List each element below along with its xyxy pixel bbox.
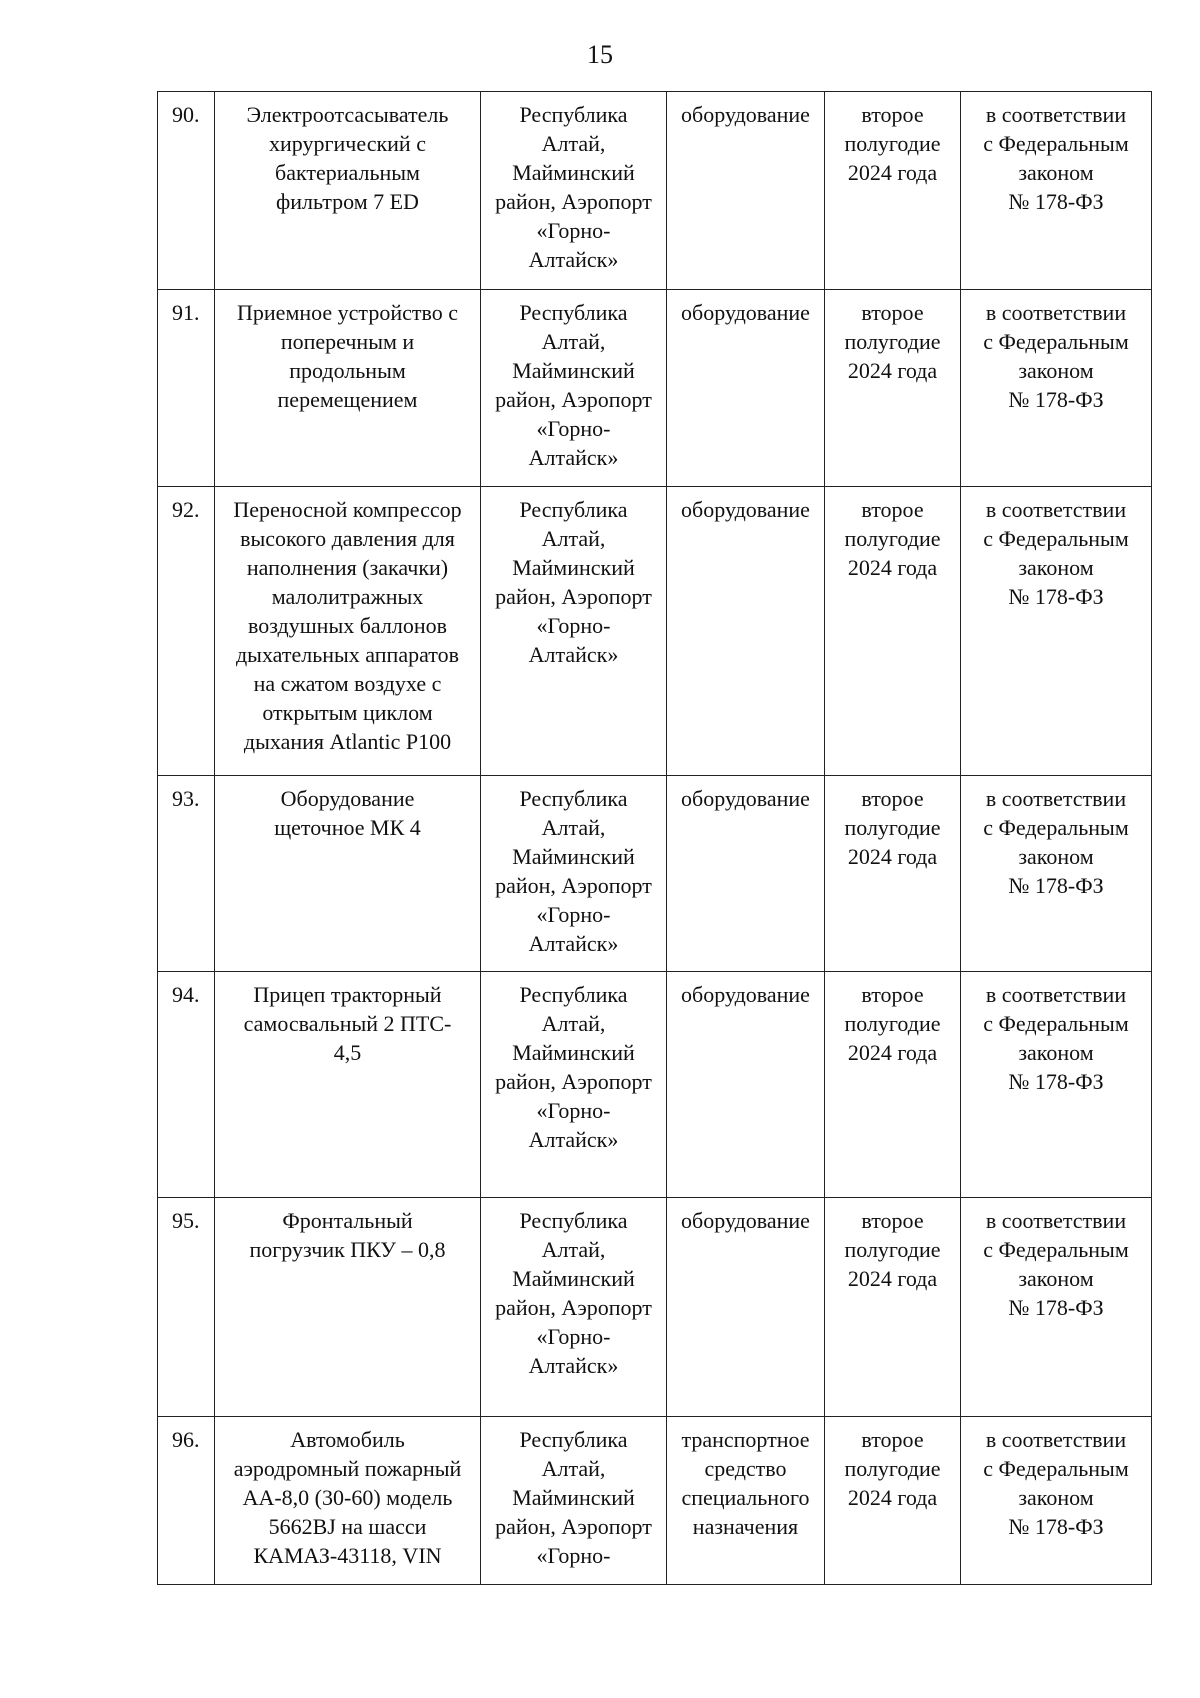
type-cell: оборудование (667, 290, 825, 487)
basis-cell: в соответствии с Федеральным законом № 178-ФЗ (961, 290, 1152, 487)
item-name-cell: Прицеп тракторный самосвальный 2 ПТС- 4,5 (215, 972, 481, 1198)
location-cell: Республика Алтай, Майминский район, Аэропорт «Горно- Алтайск» (481, 487, 667, 776)
table-row (158, 776, 1152, 972)
period-cell: второе полугодие 2024 года (825, 92, 961, 290)
row-number-cell: 92. (158, 487, 215, 776)
table-row (158, 1417, 1152, 1585)
basis-cell: в соответствии с Федеральным законом № 178-ФЗ (961, 972, 1152, 1198)
item-name-cell: Фронтальный погрузчик ПКУ – 0,8 (215, 1198, 481, 1417)
location-cell: Республика Алтай, Майминский район, Аэропорт «Горно- Алтайск» (481, 776, 667, 972)
item-name-cell: Электроотсасыватель хирургический с бактериальным фильтром 7 ED (215, 92, 481, 290)
row-number-cell: 90. (158, 92, 215, 290)
type-cell: оборудование (667, 1198, 825, 1417)
period-cell: второе полугодие 2024 года (825, 290, 961, 487)
item-name-cell: Оборудование щеточное МК 4 (215, 776, 481, 972)
type-cell: транспортное средство специального назначения (667, 1417, 825, 1585)
type-cell: оборудование (667, 972, 825, 1198)
table-row (158, 1198, 1152, 1417)
row-number-cell: 94. (158, 972, 215, 1198)
period-cell: второе полугодие 2024 года (825, 972, 961, 1198)
table-row (158, 290, 1152, 487)
table-row (158, 487, 1152, 776)
period-cell: второе полугодие 2024 года (825, 1417, 961, 1585)
row-number-cell: 95. (158, 1198, 215, 1417)
location-cell: Республика Алтай, Майминский район, Аэропорт «Горно- Алтайск» (481, 92, 667, 290)
basis-cell: в соответствии с Федеральным законом № 178-ФЗ (961, 92, 1152, 290)
basis-cell: в соответствии с Федеральным законом № 178-ФЗ (961, 487, 1152, 776)
basis-cell: в соответствии с Федеральным законом № 178-ФЗ (961, 1198, 1152, 1417)
location-cell: Республика Алтай, Майминский район, Аэропорт «Горно- (481, 1417, 667, 1585)
basis-cell: в соответствии с Федеральным законом № 178-ФЗ (961, 776, 1152, 972)
equipment-table (157, 91, 1152, 1585)
table-row (158, 92, 1152, 290)
location-cell: Республика Алтай, Майминский район, Аэропорт «Горно- Алтайск» (481, 1198, 667, 1417)
row-number-cell: 93. (158, 776, 215, 972)
item-name-cell: Переносной компрессор высокого давления для наполнения (закачки) малолитражных воздушных баллонов дыхательных аппаратов на сжатом воздухе с открытым циклом дыхания Atlantic P100 (215, 487, 481, 776)
location-cell: Республика Алтай, Майминский район, Аэропорт «Горно- Алтайск» (481, 290, 667, 487)
row-number-cell: 91. (158, 290, 215, 487)
page-number: 15 (587, 40, 613, 69)
type-cell: оборудование (667, 92, 825, 290)
item-name-cell: Автомобиль аэродромный пожарный АА-8,0 (30-60) модель 5662BJ на шасси КАМАЗ-43118, VIN (215, 1417, 481, 1585)
location-cell: Республика Алтай, Майминский район, Аэропорт «Горно- Алтайск» (481, 972, 667, 1198)
item-name-cell: Приемное устройство с поперечным и продольным перемещением (215, 290, 481, 487)
type-cell: оборудование (667, 487, 825, 776)
period-cell: второе полугодие 2024 года (825, 776, 961, 972)
period-cell: второе полугодие 2024 года (825, 1198, 961, 1417)
table-row (158, 972, 1152, 1198)
period-cell: второе полугодие 2024 года (825, 487, 961, 776)
type-cell: оборудование (667, 776, 825, 972)
row-number-cell: 96. (158, 1417, 215, 1585)
basis-cell: в соответствии с Федеральным законом № 178-ФЗ (961, 1417, 1152, 1585)
